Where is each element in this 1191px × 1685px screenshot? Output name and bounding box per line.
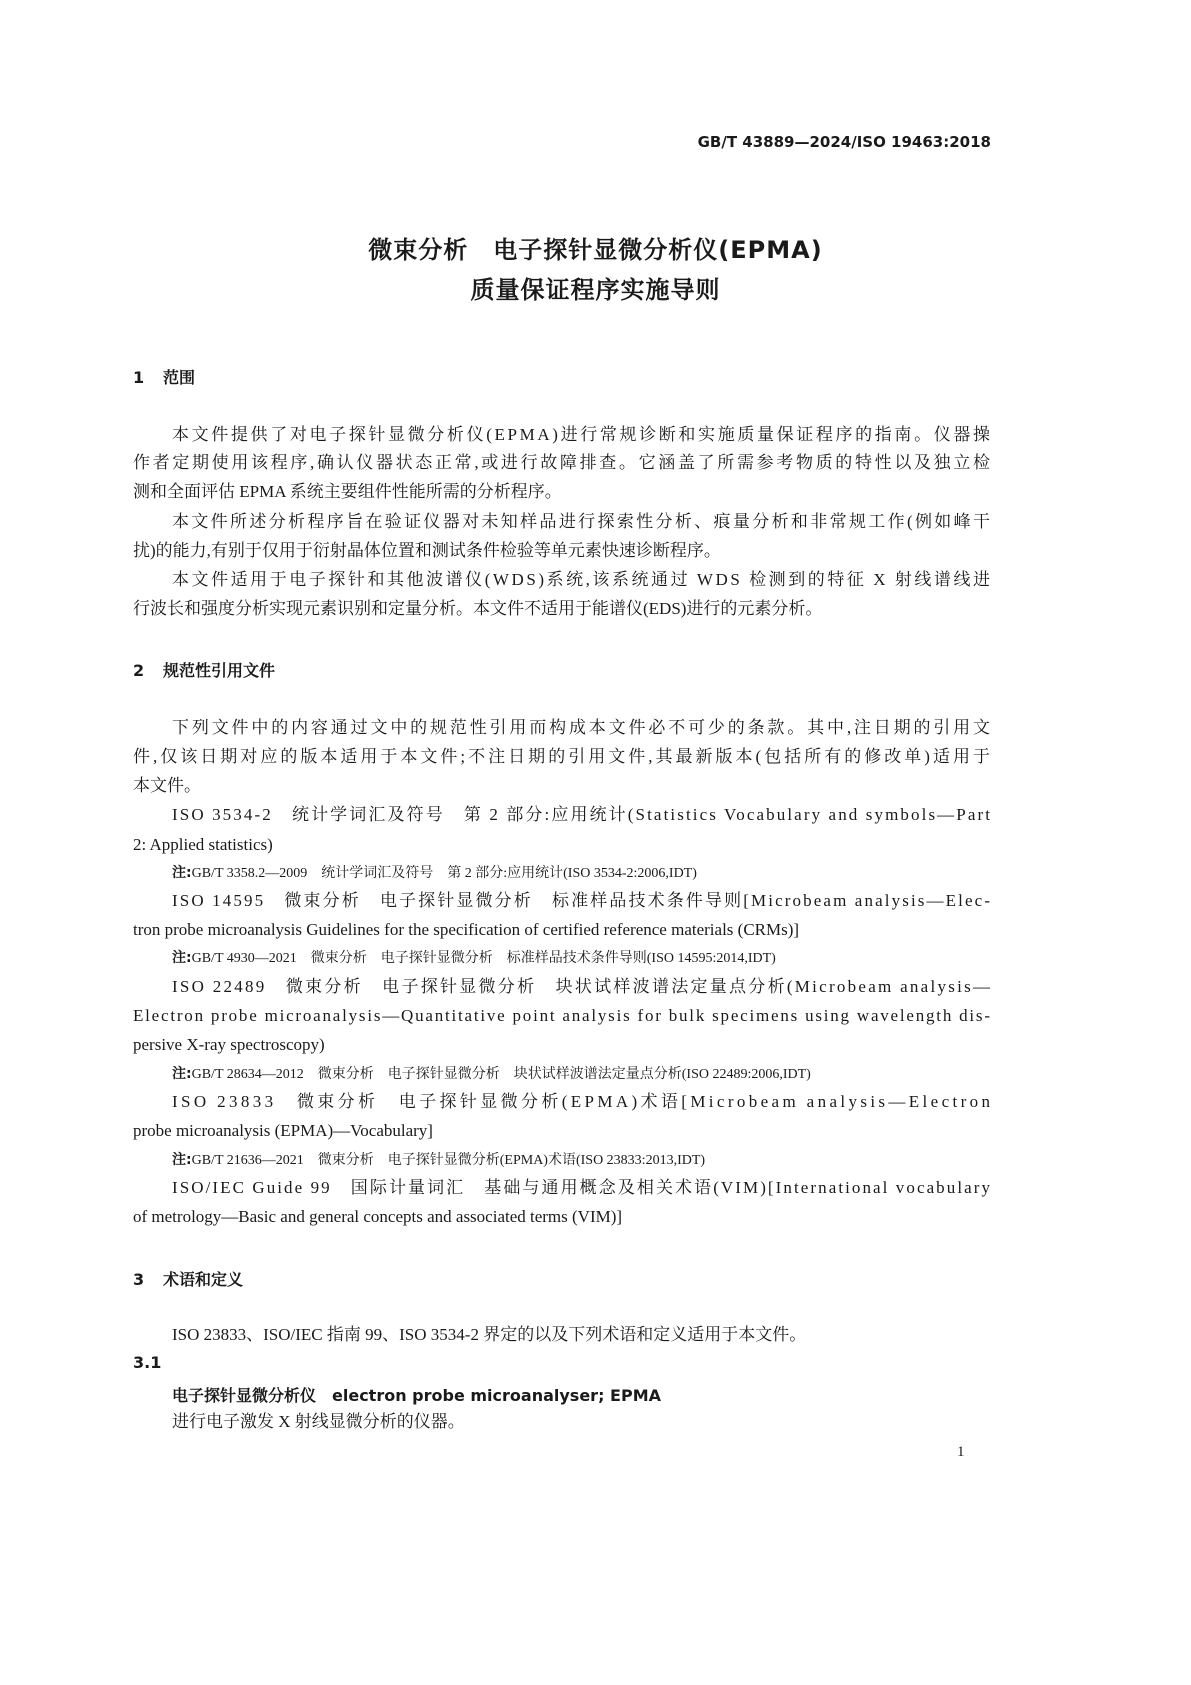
reference-continued: probe microanalysis (EPMA)—Vocabulary] [133,1121,433,1140]
term-number: 3.1 [133,1353,162,1372]
reference-iso-14595: ISO 14595 微束分析 电子探针显微分析 标准样品技术条件导则[Microbeam analysis—Elec- [172,891,993,910]
note: 注:GB/T 3358.2—2009 统计学词汇及符号 第 2 部分:应用统计(ISO 3534-2:2006,IDT) [172,865,697,881]
reference-iso-23833: ISO 23833 微束分析 电子探针显微分析(EPMA)术语[Microbeam analysis—Electron [172,1092,994,1111]
reference-iso-22489: ISO 22489 微束分析 电子探针显微分析 块状试样波谱法定量点分析(Microbeam analysis— [172,977,993,996]
text-line: 下列文件中的内容通过文中的规范性引用而构成本文件必不可少的条款。其中,注日期的引用文 [172,718,993,737]
text-line: 行波长和强度分析实现元素识别和定量分析。本文件不适用于能谱仪(EDS)进行的元素分析。 [133,599,823,618]
reference-iso-iec-guide-99: ISO/IEC Guide 99 国际计量词汇 基础与通用概念及相关术语(VIM)[International vocabulary [172,1178,993,1197]
text-line: 本文件适用于电子探针和其他波谱仪(WDS)系统,该系统通过 WDS 检测到的特征 X 射线谱线进 [172,570,993,589]
section-heading-2: 2 规范性引用文件 [133,661,276,680]
document-title-line1: 微束分析 电子探针显微分析仪(EPMA) [368,236,823,264]
text-line: 测和全面评估 EPMA 系统主要组件性能所需的分析程序。 [133,482,562,501]
text-line: 本文件提供了对电子探针显微分析仪(EPMA)进行常规诊断和实施质量保证程序的指南。仪器操 [172,425,993,444]
text-line: 扰)的能力,有别于仅用于衍射晶体位置和测试条件检验等单元素快速诊断程序。 [133,541,721,560]
standard-number: GB/T 43889—2024/ISO 19463:2018 [697,133,991,151]
text-line: 本文件。 [133,776,201,795]
reference-continued: of metrology—Basic and general concepts and associated terms (VIM)] [133,1207,623,1226]
reference-continued: Electron probe microanalysis—Quantitative point analysis for bulk specimens using wavelength dis- [133,1006,992,1025]
section-heading-1: 1 范围 [133,368,196,387]
note: 注:GB/T 4930—2021 微束分析 电子探针显微分析 标准样品技术条件导则(ISO 14595:2014,IDT) [172,950,776,966]
text-line: 件,仅该日期对应的版本适用于本文件;不注日期的引用文件,其最新版本(包括所有的修改单)适用于 [133,747,994,766]
reference-continued: persive X-ray spectroscopy) [133,1035,325,1054]
document-title-line2: 质量保证程序实施导则 [470,276,721,304]
terms-intro: ISO 23833、ISO/IEC 指南 99、ISO 3534-2 界定的以及下列术语和定义适用于本文件。 [172,1325,807,1344]
section-heading-3: 3 术语和定义 [133,1270,244,1289]
reference-iso-3534-2: ISO 3534-2 统计学词汇及符号 第 2 部分:应用统计(Statistics Vocabulary and symbols—Part [172,805,993,824]
term-name: 电子探针显微分析仪 electron probe microanalyser; EPMA [172,1386,661,1405]
reference-continued: 2: Applied statistics) [133,835,273,854]
text-line: 作者定期使用该程序,确认仪器状态正常,或进行故障排查。它涵盖了所需参考物质的特性以及独立检 [133,453,993,472]
reference-continued: tron probe microanalysis Guidelines for the specification of certified reference materials (CRMs)] [133,920,800,939]
page-number: 1 [957,1444,965,1460]
note: 注:GB/T 28634—2012 微束分析 电子探针显微分析 块状试样波谱法定量点分析(ISO 22489:2006,IDT) [172,1066,811,1082]
note: 注:GB/T 21636—2021 微束分析 电子探针显微分析(EPMA)术语(ISO 23833:2013,IDT) [172,1152,706,1168]
term-definition: 进行电子激发 X 射线显微分析的仪器。 [172,1412,465,1431]
text-line: 本文件所述分析程序旨在验证仪器对未知样品进行探索性分析、痕量分析和非常规工作(例如峰干 [172,512,993,531]
